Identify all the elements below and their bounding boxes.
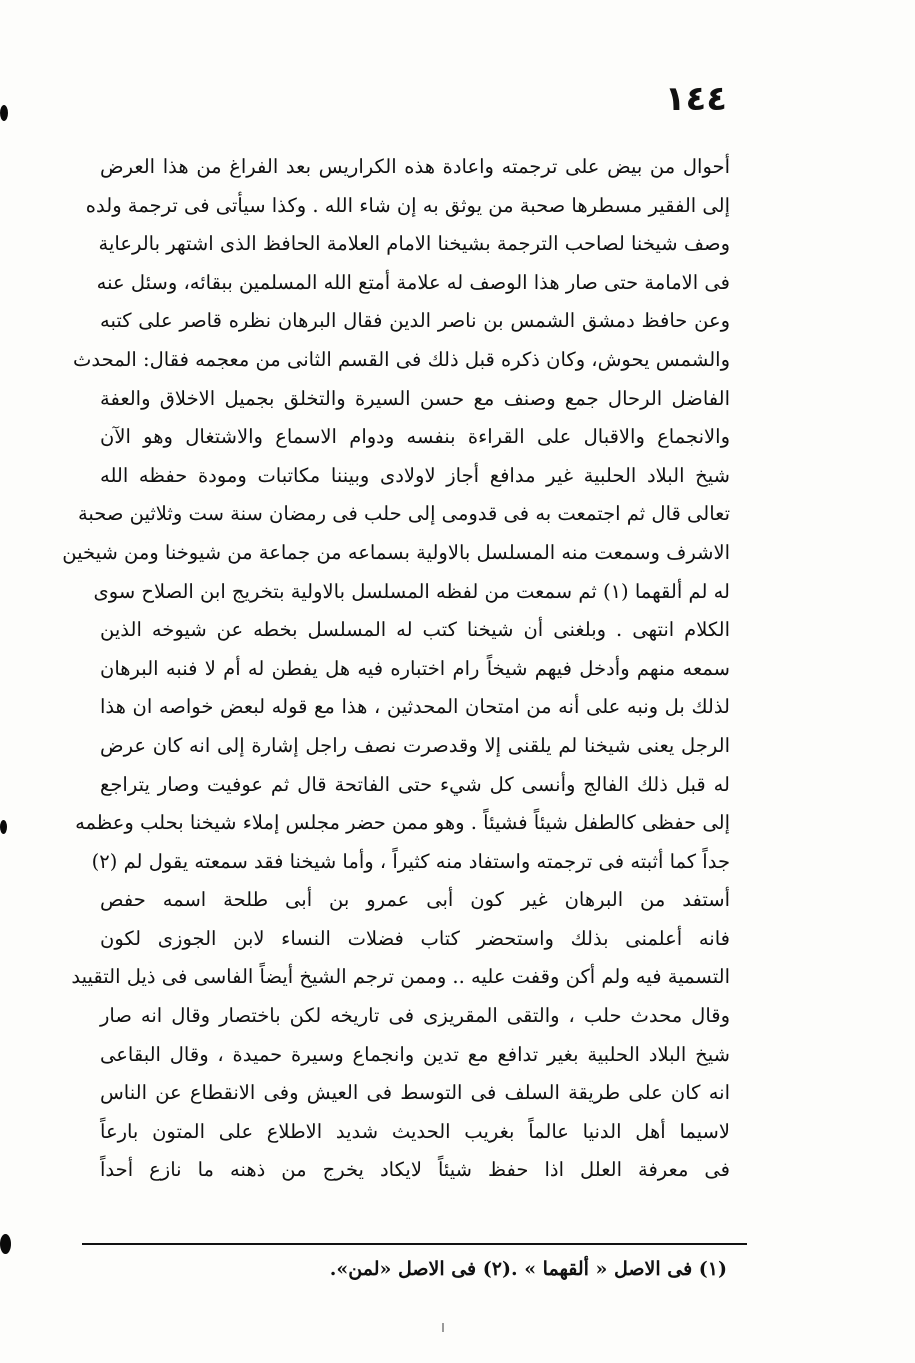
- text-line: فانه أعلمنى بذلك واستحضر كتاب فضلات النساء لابن الجوزى لكون: [100, 926, 730, 950]
- scan-speck: [442, 1323, 444, 1332]
- text-line: وقال محدث حلب ، والتقى المقريزى فى تاريخه لكن باختصار وقال انه صار: [100, 1004, 730, 1028]
- text-line: وصف شيخنا لصاحب الترجمة بشيخنا الامام العلامة الحافظ الذى اشتهر بالرعاية: [98, 232, 730, 256]
- text-line: شيخ البلاد الحلبية غير مدافع أجاز لاولادى وبيننا مكاتبات ومودة حفظه الله: [100, 463, 730, 487]
- text-line: لذلك بل ونبه على أنه من امتحان المحدثين ، هذا مع قوله لبعض خواصه ان هذا: [100, 695, 730, 719]
- main-text-block: [62, 148, 730, 1190]
- text-line: أحوال من بيض على ترجمته واعادة هذه الكراريس بعد الفراغ من هذا العرض: [100, 155, 730, 178]
- text-line: شيخ البلاد الحلبية بغير تدافع مع تدين وانجماع وسيرة حميدة ، وقال البقاعى: [100, 1042, 730, 1066]
- text-line: جداً كما أثبته فى ترجمته واستفاد منه كثيراً ، وأما شيخنا فقد سمعته يقول لم (٢): [91, 849, 730, 873]
- binding-hole: [0, 820, 7, 834]
- footnote-divider: [82, 1243, 747, 1245]
- text-line: له قبل ذلك الفالج وأنسى كل شيء حتى الفاتحة قال ثم عوفيت وصار يتراجع: [100, 772, 730, 796]
- text-line: تعالى قال ثم اجتمعت به فى قدومى إلى حلب فى رمضان سنة ست وثلاثين صحبة: [77, 502, 730, 526]
- text-line: التسمية فيه ولم أكن وقفت عليه .. وممن ترجم الشيخ أيضاً الفاسى فى ذيل التقييد: [71, 965, 730, 989]
- text-line: الرجل يعنى شيخنا لم يلقنى إلا وقدصرت نصف راجل إشارة إلى انه كان عرض: [100, 733, 730, 757]
- binding-hole: [0, 1234, 11, 1254]
- text-line: سمعه منهم وأدخل فيهم شيخاً رام اختباره فيه هل يفطن له أم لا فنبه البرهان: [100, 656, 730, 680]
- text-line: الكلام انتهى . وبلغنى أن شيخنا كتب له المسلسل بخطه عن شيوخه الذين: [100, 618, 730, 642]
- text-line: إلى حفظى كالطفل شيئاً فشيئاً . وهو ممن حضر مجلس إملاء شيخنا بحلب وعظمه: [75, 811, 730, 835]
- text-line: والشمس يحوش، وكان ذكره قبل ذلك فى القسم الثانى من معجمه فقال: المحدث: [73, 347, 730, 371]
- text-line: والانجماع والاقبال على القراءة بنفسه ودوام الاسماع والاشتغال وهو الآن: [100, 425, 730, 449]
- binding-hole: [0, 105, 8, 121]
- text-line: لاسيما أهل الدنيا عالماً بغريب الحديث شديد الاطلاع على المتون بارعاً: [100, 1119, 730, 1143]
- page-number: ١٤٤: [664, 79, 727, 119]
- text-line: فى معرفة العلل اذا حفظ شيئاً لايكاد يخرج من ذهنه ما نازع أحداً: [100, 1158, 730, 1182]
- text-line: له لم ألقهما (١) ثم سمعت من لفظه المسلسل بالاولية بتخريج ابن الصلاح سوى: [93, 579, 730, 603]
- text-line: الاشرف وسمعت منه المسلسل بالاولية بسماعه من جماعة من شيوخنا ومن شيخين: [62, 540, 730, 564]
- text-line: فى الامامة حتى صار هذا الوصف له علامة أمتع الله المسلمين ببقائه، وسئل عنه: [96, 270, 730, 294]
- footnote: (١) فى الاصل « ألقهما » .(٢) فى الاصل «لمن».: [329, 1258, 727, 1280]
- text-line: الفاضل الرحال جمع وصنف مع حسن السيرة والتخلق بجميل الاخلاق والعفة: [100, 386, 730, 410]
- text-line: إلى الفقير مسطرها صحبة من يوثق به إن شاء الله . وكذا سيأتى فى ترجمة ولده: [85, 193, 730, 217]
- text-line: انه كان على طريقة السلف فى التوسط فى العيش وفى الانقطاع عن الناس: [100, 1081, 730, 1105]
- text-line: أستفد من البرهان غير كون أبى عمرو بن أبى طلحة اسمه حفص: [100, 888, 730, 912]
- text-line: وعن حافظ دمشق الشمس بن ناصر الدين فقال البرهان نظره قاصر على كتبه: [100, 309, 730, 333]
